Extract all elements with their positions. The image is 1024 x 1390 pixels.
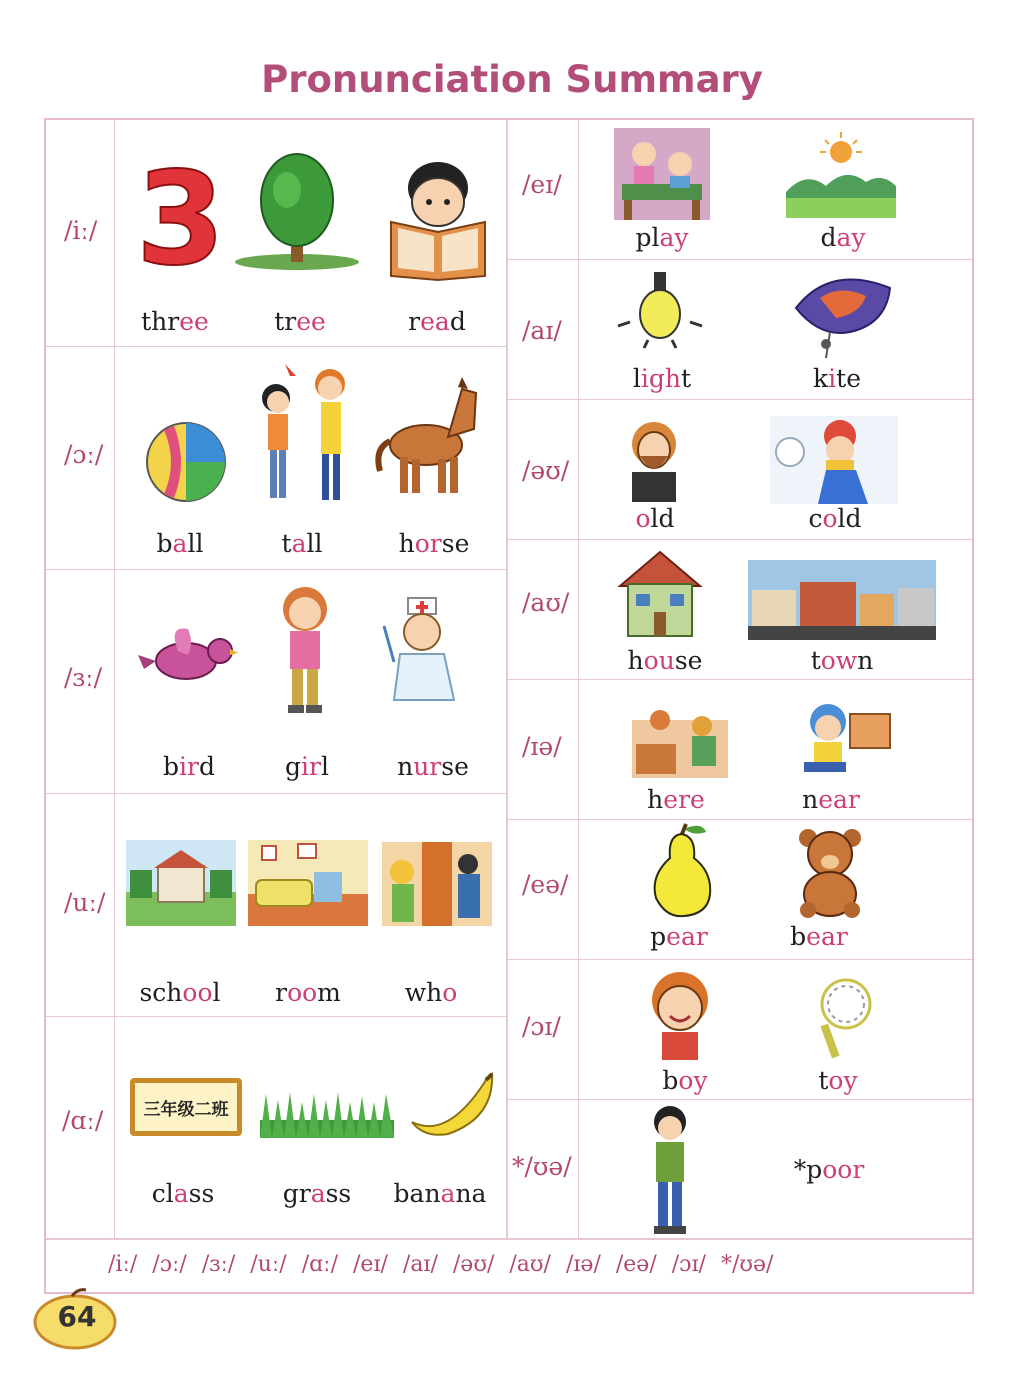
page-number: 64 [57, 1300, 97, 1333]
legend-item: /aʊ/ [509, 1252, 551, 1277]
grid-line [46, 793, 506, 794]
teddy-bear-icon [790, 826, 872, 918]
phoneme-label: /eɪ/ [522, 170, 562, 199]
town-icon [748, 560, 936, 640]
phoneme-label: */ʊə/ [512, 1152, 572, 1181]
house-icon [618, 550, 702, 638]
example-word: ball [156, 529, 204, 558]
poor-boy-icon [640, 1104, 700, 1236]
grid-line [46, 346, 506, 347]
example-word: who [404, 978, 458, 1007]
boy-icon [642, 970, 718, 1060]
example-word: horse [398, 529, 470, 558]
example-word: old [635, 504, 675, 533]
phoneme-label: /iː/ [64, 216, 98, 245]
legend-item: */ʊə/ [720, 1252, 774, 1277]
example-word: tall [281, 529, 323, 558]
kids-playing-icon [614, 128, 710, 220]
pear-icon [646, 822, 716, 918]
grid-line [508, 959, 972, 960]
legend-item: /ɔː/ [152, 1252, 187, 1277]
example-word: banana [393, 1179, 487, 1208]
example-word: toy [818, 1066, 858, 1095]
example-word: tree [274, 307, 326, 336]
phoneme-label: /eə/ [522, 870, 569, 899]
class-sign-icon [130, 1078, 242, 1136]
old-man-icon [622, 418, 686, 502]
grid-line [46, 1016, 506, 1017]
example-word: grass [282, 1179, 352, 1208]
tree-icon [232, 150, 362, 272]
legend-item: /uː/ [250, 1252, 287, 1277]
example-word: house [627, 646, 703, 675]
sunny-day-icon [786, 130, 896, 218]
phoneme-label: /ɑː/ [62, 1106, 104, 1135]
example-word: near [802, 785, 860, 814]
example-word: class [151, 1179, 215, 1208]
legend-item: /ɪə/ [565, 1252, 601, 1277]
phoneme-label: /ɔɪ/ [522, 1012, 561, 1041]
legend-item: /iː/ [108, 1252, 138, 1277]
example-word: read [408, 307, 466, 336]
grid-line [114, 120, 115, 1238]
legend-item: /eɪ/ [353, 1252, 388, 1277]
grid-line [508, 259, 972, 260]
bird-icon [138, 625, 238, 691]
boy-reading-icon [388, 160, 488, 280]
grid-line [46, 569, 506, 570]
example-word: kite [813, 364, 861, 393]
example-word: cold [808, 504, 862, 533]
example-word: three [141, 307, 209, 336]
example-word: *poor [793, 1155, 865, 1184]
legend-item: /aɪ/ [402, 1252, 438, 1277]
here-scene-icon [632, 700, 728, 778]
toy-icon [800, 974, 892, 1062]
phoneme-legend [108, 1252, 908, 1277]
room-icon [248, 840, 368, 926]
grid-line [508, 679, 972, 680]
svg-text:3: 3 [136, 145, 226, 294]
example-word: day [820, 223, 866, 252]
example-word: bear [790, 922, 848, 951]
number-three-icon [134, 145, 226, 294]
example-word: light [632, 364, 692, 393]
legend-item: /ɜː/ [201, 1252, 236, 1277]
tall-boys-icon [250, 358, 360, 506]
grid-line [508, 539, 972, 540]
page-title: Pronunciation Summary [261, 58, 763, 101]
kite-icon [790, 268, 896, 360]
girl-icon [260, 585, 350, 715]
phoneme-label: /aʊ/ [522, 588, 570, 617]
phoneme-label: /aɪ/ [522, 316, 562, 345]
nurse-icon [380, 596, 464, 700]
legend-item: /ɔɪ/ [671, 1252, 706, 1277]
phoneme-label: /ɜː/ [64, 663, 102, 692]
horse-icon [370, 375, 486, 497]
legend-item: /eə/ [615, 1252, 657, 1277]
example-word: pear [650, 922, 708, 951]
example-word: room [275, 978, 341, 1007]
who-door-icon [382, 842, 492, 926]
example-word: play [635, 223, 689, 252]
example-word: girl [285, 752, 329, 781]
ball-icon [144, 420, 228, 504]
grid-line [508, 1099, 972, 1100]
banana-icon [408, 1070, 496, 1140]
class-sign-text: 三年级二班 [143, 1099, 229, 1120]
legend-item: /ɑː/ [301, 1252, 339, 1277]
example-word: nurse [397, 752, 469, 781]
example-word: school [139, 978, 221, 1007]
example-word: bird [163, 752, 215, 781]
school-icon [126, 840, 236, 926]
cold-child-icon [770, 416, 898, 504]
phoneme-label: /ɔː/ [64, 440, 104, 469]
phoneme-label: /uː/ [64, 888, 106, 917]
grid-line [508, 819, 972, 820]
grid-line [46, 1238, 972, 1240]
grid-line [508, 399, 972, 400]
example-word: here [647, 785, 705, 814]
phoneme-label: /ɪə/ [522, 732, 562, 761]
example-word: town [810, 646, 874, 675]
light-bulb-icon [614, 268, 706, 356]
grass-icon [260, 1090, 394, 1138]
phoneme-label: /əʊ/ [522, 456, 570, 485]
near-kid-icon [798, 700, 892, 778]
legend-item: /əʊ/ [452, 1252, 495, 1277]
example-word: boy [662, 1066, 708, 1095]
